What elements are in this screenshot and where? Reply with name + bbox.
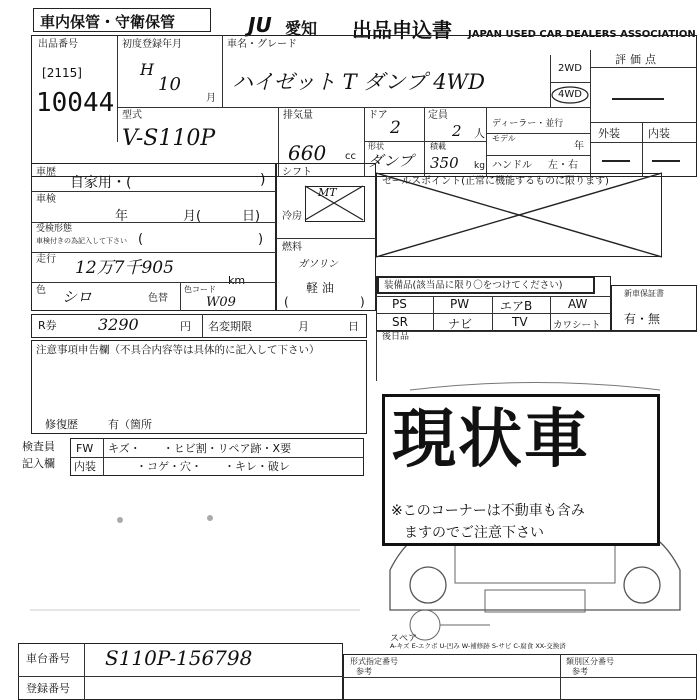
sales-point-cross [376,173,662,257]
association-name: JAPAN USED CAR DEALERS ASSOCIATION [468,29,696,40]
recycle-value: 3290 [98,315,139,334]
4wd-option: 4WD [558,89,582,100]
interior-label: 内装 [648,127,670,140]
displacement-label: 排気量 [283,110,313,121]
as-is-note-1: ※このコーナーは不動車も含み [391,503,585,519]
interior-dash [652,160,680,162]
fuel-light-oil: 軽 油 [306,281,334,295]
inspector-fw-items: キズ・ ・ヒビ割・リペア跡・X要 [108,442,292,455]
2wd-option: 2WD [558,63,582,74]
history-value: 自家用・( [70,175,132,191]
ju-logo: JU [248,13,272,37]
displacement-unit: cc [345,151,356,162]
designation-label: 形式指定番号 [350,657,398,666]
repair-value: 有（箇所 [108,418,152,431]
ac-label: 冷房 [282,211,302,222]
shape-value: ダンプ [368,152,414,170]
sales-point-label: セールスポイント(正常に機能するものに限ります) [382,176,609,187]
damage-legend: A-キズ E-エクボ U-凹み W-補修跡 S-サビ C-腐食 XX-交換済 [390,642,566,650]
fuel-value: ガソリン [298,259,338,270]
name-change-label: 名変期限 [208,320,252,333]
equipment-aw: AW [568,297,588,311]
name-change-day: 日 [348,320,359,333]
backside-label: 後日品 [382,332,410,342]
lot-number: 10044 [36,88,115,118]
receipt-label: 受検形態 [36,224,73,234]
fuel-close: ) [360,295,365,309]
history-label: 車歴 [36,167,56,178]
inspector-label-1: 検査員 [22,440,55,453]
registration-label: 登録番号 [26,682,70,695]
color-code-label: 色コード [184,285,216,294]
category-ref: 参考 [572,667,588,676]
spare-label: スペア [390,634,418,644]
color-change-label: 色替 [148,293,168,304]
receipt-note: 車検付きの為記入して下さい [36,237,127,245]
equipment-kawa-seat: カワシート [553,320,601,331]
equipment-pw: PW [450,297,470,311]
inspector-fw: FW [76,442,94,455]
color-value: シロ [62,288,93,306]
inspection-month: 月( [183,209,202,224]
doors-value: 2 [390,118,401,138]
fuel-open: ( [284,295,289,309]
car-name-value: ハイゼット T ダンプ 4WD [232,70,485,94]
as-is-note-2: ますのでご注意下さい [404,525,544,541]
model-label: 型式 [122,110,142,121]
inspection-label: 車検 [36,194,56,205]
equipment-sr: SR [392,315,408,329]
receipt-close: ) [258,232,264,247]
handle-label: ハンドル [492,160,532,171]
receipt-open: ( [138,232,144,247]
repair-label: 修復歴 [45,418,78,431]
name-change-month: 月 [298,320,309,333]
doors-label: ドア [368,110,388,121]
chassis-label: 車台番号 [26,652,70,665]
handle-options: 左・右 [548,160,578,171]
exterior-label: 外装 [598,127,620,140]
exterior-dash [602,160,630,162]
equipment-ps: PS [392,297,407,311]
lot-code-bracket: [2115] [42,66,82,80]
shift-mt-value: MT [318,186,337,199]
warranty-options: 有・無 [624,312,661,326]
designation-ref: 参考 [356,667,372,676]
capacity-label: 定員 [428,110,448,121]
inspector-interior: 内装 [74,460,96,473]
dealer-label: ディーラー・並行 [492,119,564,129]
load-label: 積載 [430,142,446,151]
fuel-label: 燃料 [282,242,302,253]
notes-label: 注意事項申告欄（不具合内容等は具体的に記入して下さい） [36,344,320,356]
inspection-year: 年 [115,209,129,224]
load-value: 350 [430,154,459,172]
model-value: V-S110P [122,126,216,151]
shift-label: シフト [282,167,312,178]
color-code-value: W09 [206,295,236,310]
mileage-value: 12万7千905 [75,258,174,278]
evaluation-label: 評価点 [615,53,660,66]
as-is-title: 現状車 [392,403,590,477]
first-reg-label: 初度登録年月 [122,39,182,50]
first-reg-era: H [140,60,154,79]
category-label: 類別区分番号 [566,657,614,666]
equipment-tv: TV [512,315,528,329]
capacity-unit: 人 [474,127,485,140]
capacity-value: 2 [452,122,462,140]
model-year-label: モデル [492,134,516,143]
inspection-day: 日) [242,209,261,224]
4wd-circle [552,86,592,104]
first-reg-year: 10 [158,74,181,95]
evaluation-dash [612,98,664,100]
org-name: 愛知 [285,19,318,38]
lot-number-label: 出品番号 [38,39,78,50]
recycle-frame [31,314,367,338]
recycle-unit: 円 [180,320,191,333]
inspector-label-2: 記入欄 [22,457,55,470]
mileage-label: 走行 [36,254,56,265]
first-reg-month-unit: 月 [206,93,216,104]
lot-code: 2115 [46,66,78,80]
left-diagram [20,480,370,630]
equipment-navi: ナビ [448,317,473,331]
displacement-value: 660 [288,141,327,165]
recycle-label: R券 [38,319,57,332]
storage-label: 車内保管・守衛保管 [40,13,176,31]
color-label: 色 [36,285,46,296]
inspector-interior-items: ・コゲ・穴・ ・キレ・破レ [136,460,290,473]
shape-label: 形状 [368,142,384,151]
history-close: ) [260,172,266,188]
mileage-unit: km [228,274,246,287]
equipment-label: 装備品(該当品に限り〇をつけてください) [384,280,563,291]
warranty-label: 新車保証書 [624,289,664,298]
form-title: 出品申込書 [352,18,452,42]
car-name-label: 車名・グレード [227,39,297,50]
chassis-value: S110P-156798 [105,646,253,670]
model-year-unit: 年 [574,141,584,152]
equipment-airbag: エアB [500,299,533,313]
load-unit: kg [474,161,485,171]
